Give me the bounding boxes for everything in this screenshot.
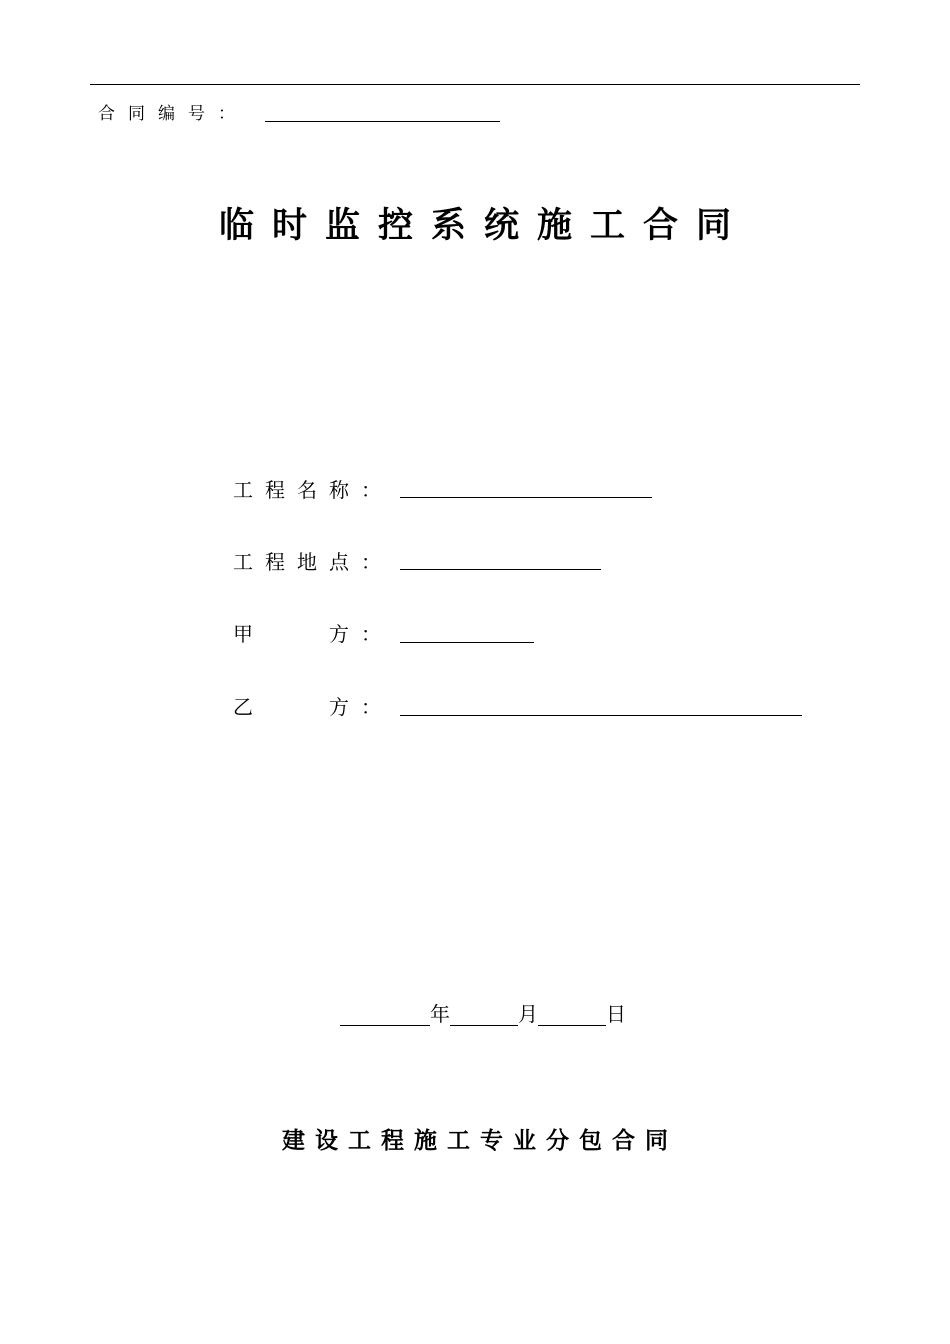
- party-b-label-end: 方: [329, 695, 361, 719]
- party-a-label: [233, 620, 393, 648]
- project-name-label: [233, 476, 393, 504]
- year-label: 年: [430, 1002, 450, 1026]
- party-b-colon: ：: [361, 695, 393, 719]
- party-a-label-start: 甲: [233, 622, 265, 646]
- project-name-colon: ：: [361, 478, 393, 502]
- project-location-label: [233, 548, 393, 576]
- party-b-label: [233, 693, 393, 721]
- project-location-blank[interactable]: [400, 569, 601, 570]
- project-name-blank[interactable]: [400, 497, 652, 498]
- day-label: 日: [606, 1002, 626, 1026]
- party-a-blank[interactable]: [400, 642, 534, 643]
- party-a-label-end: 方: [329, 622, 361, 646]
- month-label: 月: [518, 1002, 538, 1026]
- project-location-label-text: 工程地点: [233, 550, 361, 574]
- day-blank[interactable]: [538, 1003, 606, 1026]
- date-row: [340, 1000, 626, 1028]
- contract-number-blank[interactable]: [265, 121, 500, 122]
- project-name-label-text: 工程名称: [233, 478, 361, 502]
- contract-number-label: 合同编号：: [98, 104, 248, 124]
- document-title: 临时监控系统施工合同: [218, 206, 749, 246]
- header-rule: [90, 84, 860, 85]
- party-b-blank[interactable]: [400, 715, 802, 716]
- party-a-colon: ：: [361, 622, 393, 646]
- footer-title: 建设工程施工专业分包合同: [282, 1128, 678, 1154]
- party-b-label-start: 乙: [233, 695, 265, 719]
- project-location-colon: ：: [361, 550, 393, 574]
- year-blank[interactable]: [340, 1003, 430, 1026]
- month-blank[interactable]: [450, 1003, 518, 1026]
